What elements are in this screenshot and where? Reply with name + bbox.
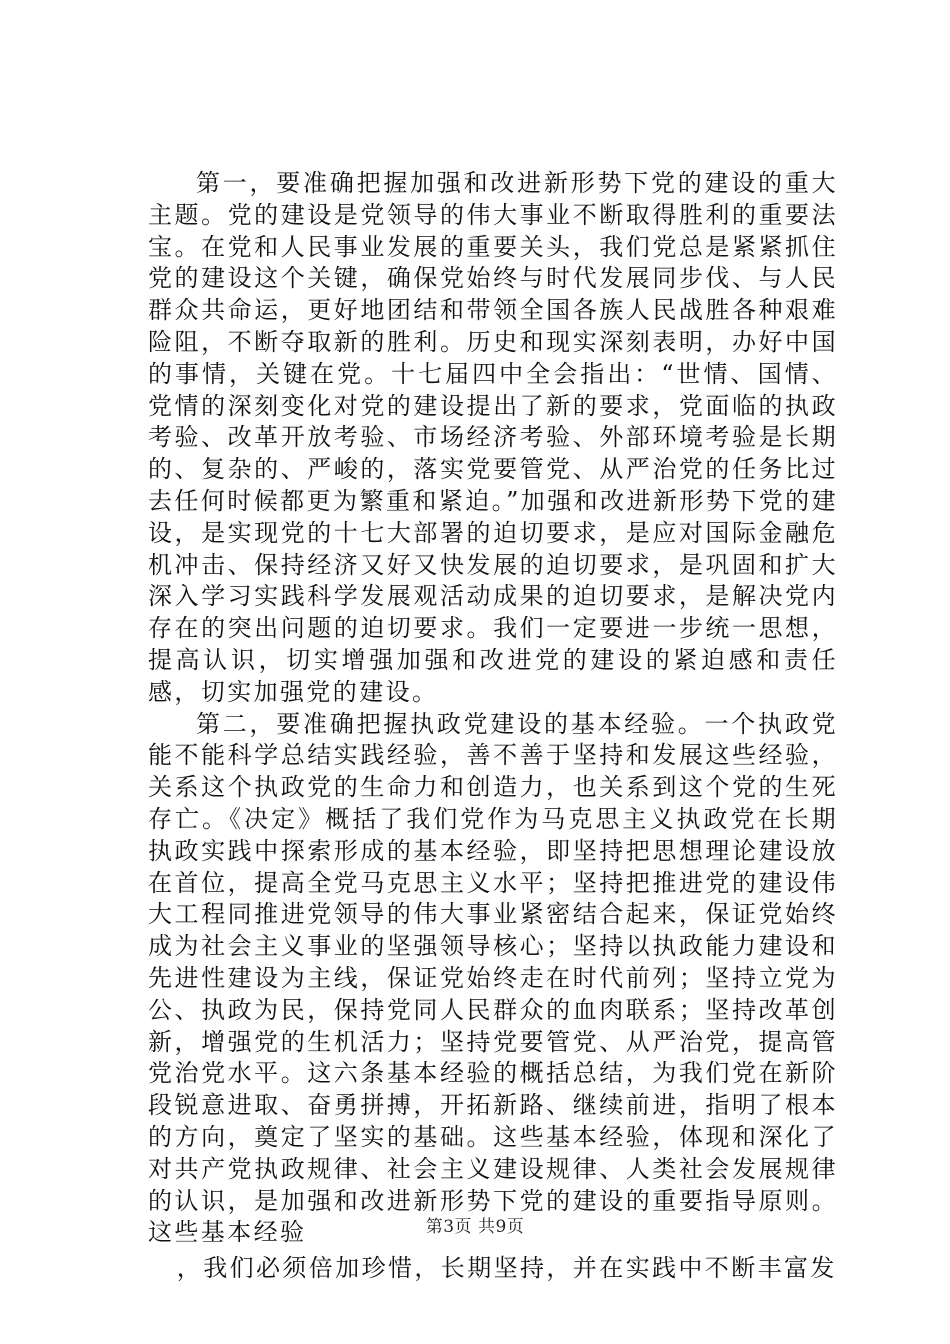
page-footer: 第3页 共9页 bbox=[425, 1217, 525, 1237]
document-body bbox=[148, 168, 838, 1285]
paragraph-1: 第一，要准确把握加强和改进新形势下党的建设的重大主题。党的建设是党领导的伟大事业不断取得胜利的重要法宝。在党和人民事业发展的重要关头，我们党总是紧紧抓住党的建设这个关键，确保党始终与时代发展同步伐、与人民群众共命运，更好地团结和带领全国各族人民战胜各种艰难险阻，不断夺取新的胜利。历史和现实深刻表明，办好中国的事情，关键在党。十七届四中全会指出：“世情、国情、党情的深刻变化对党的建设提出了新的要求，党面临的执政考验、改革开放考验、市场经济考验、外部环境考验是长期的、复杂的、严峻的，落实党要管党、从严治党的任务比过去任何时候都更为繁重和紧迫。”加强和改进新形势下党的建设，是实现党的十七大部署的迫切要求，是应对国际金融危机冲击、保持经济又好又快发展的迫切要求，是巩固和扩大深入学习实践科学发展观活动成果的迫切要求，是解决党内存在的突出问题的迫切要求。我们一定要进一步统一思想，提高认识，切实增强加强和改进党的建设的紧迫感和责任感，切实加强党的建设。 bbox=[148, 169, 838, 706]
paragraph-continuation: ，我们必须倍加珍惜，长期坚持，并在实践中不断丰富发 bbox=[176, 1254, 837, 1283]
paragraph-2: 第二，要准确把握执政党建设的基本经验。一个执政党能不能科学总结实践经验，善不善于坚持和发展这些经验，关系这个执政党的生命力和创造力，也关系到这个党的生死存亡。《决定》概括了我们党作为马克思主义执政党在长期执政实践中探索形成的基本经验，即坚持把思想理论建设放在首位，提高全党马克思主义水平；坚持把推进党的建设伟大工程同推进党领导的伟大事业紧密结合起来，保证党始终成为社会主义事业的坚强领导核心；坚持以执政能力建设和先进性建设为主线，保证党始终走在时代前列；坚持立党为公、执政为民，保持党同人民群众的血肉联系；坚持改革创新，增强党的生机活力；坚持党要管党、从严治党，提高管党治党水平。这六条基本经验的概括总结，为我们党在新阶段锐意进取、奋勇拼搏，开拓新路、继续前进，指明了根本的方向，奠定了坚实的基础。这些基本经验，体现和深化了对共产党执政规律、社会主义建设规律、人类社会发展规律的认识，是加强和改进新形势下党的建设的重要指导原则。这些基本经验 bbox=[148, 709, 838, 1247]
